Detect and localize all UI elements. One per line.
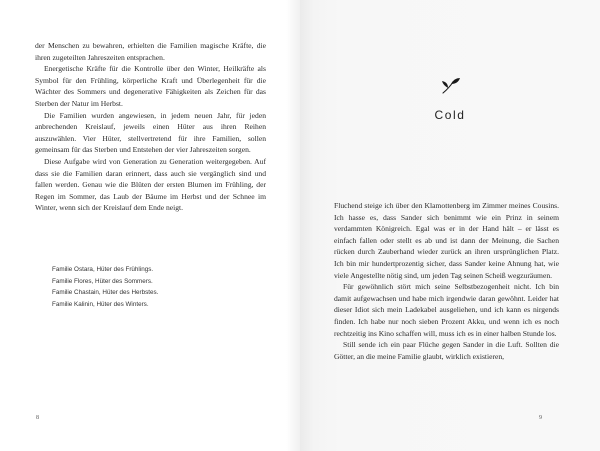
paragraph: Fluchend steige ich über den Klamottenberg im Zimmer meines Cousins. Ich hasse es, dass Sander sich benimmt wie ein Prinz in seinem verdammten Königreich. Egal was er in der Hand hält – er lässt es einfach fallen oder stellt es ab und ist dann der Meinung, die Sachen rücken durch Zauberhand wieder zurück an ihren ursprünglichen Platz. Ich bin mir hundertprozentig sicher, dass Sander keine Ahnung hat, wie viele Angestellte nötig sind, um jeden Tag seinen Scheiß wegzuräumen.	[334, 201, 559, 280]
leaf-sprig-icon	[440, 76, 462, 96]
page-number-right: 9	[539, 415, 542, 421]
family-list-item: Familie Chastain, Hüter des Herbstes.	[52, 289, 159, 297]
paragraph: Energetische Kräfte für die Kontrolle über den Winter, Heilkräfte als Symbol für den Frühling, körperliche Kraft und Überlegenheit für die Wächter des Sommers und degenerative Fähigkeiten als Zeichen für das Sterben der Natur im Herbst.	[35, 64, 266, 108]
family-list-item: Familie Flores, Hüter des Sommers.	[52, 277, 153, 285]
chapter-title: Cold	[434, 108, 466, 122]
family-list	[52, 264, 252, 310]
page-number-left: 8	[36, 415, 39, 421]
paragraph: der Menschen zu bewahren, erhielten die Familien magische Kräfte, die ihren zugeteilten Jahreszeiten entsprachen.	[35, 41, 266, 62]
family-list-item: Familie Kalinin, Hüter des Winters.	[52, 300, 149, 308]
gutter-shadow	[286, 0, 300, 451]
paragraph: Für gewöhnlich stört mich seine Selbstbezogenheit nicht. Ich bin damit aufgewachsen und habe mich irgendwie daran gewöhnt. Leider hat dieser Idiot sich mein Ladekabel ausgeliehen, und ich kann es nirgends finden. Ich habe nur noch sieben Prozent Akku, und wenn ich es noch rechtzeitig ins Kino schaffen will, muss ich es in einer halben Stunde los.	[334, 282, 559, 338]
paragraph: Still sende ich ein paar Flüche gegen Sander in die Luft. Sollten die Götter, an die meine Familie glaubt, wirklich existieren,	[334, 340, 559, 361]
paragraph: Die Familien wurden angewiesen, in jedem neuen Jahr, für jeden anbrechenden Kreislauf, jeweils einen Hüter aus ihren Reihen auszuwählen. Vier Hüter, stellvertretend für ihre Familien, sollen gemeinsam für das Sterben und Entstehen der vier Jahreszeiten sorgen.	[35, 110, 266, 155]
paragraph: Diese Aufgabe wird von Generation zu Generation weitergegeben. Auf dass sie die Familien daran erinnert, dass auch sie vergänglich sind und fallen werden. Genau wie die Blüten der ersten Blumen im Frühling, der Regen im Sommer, das Laub der Bäume im Herbst und der Schnee im Winter, wenn sich der Kreislauf dem Ende neigt.	[35, 156, 266, 213]
right-page-body	[334, 200, 559, 362]
family-list-item: Familie Ostara, Hüter des Frühlings.	[52, 266, 154, 273]
left-page-body	[35, 40, 266, 214]
